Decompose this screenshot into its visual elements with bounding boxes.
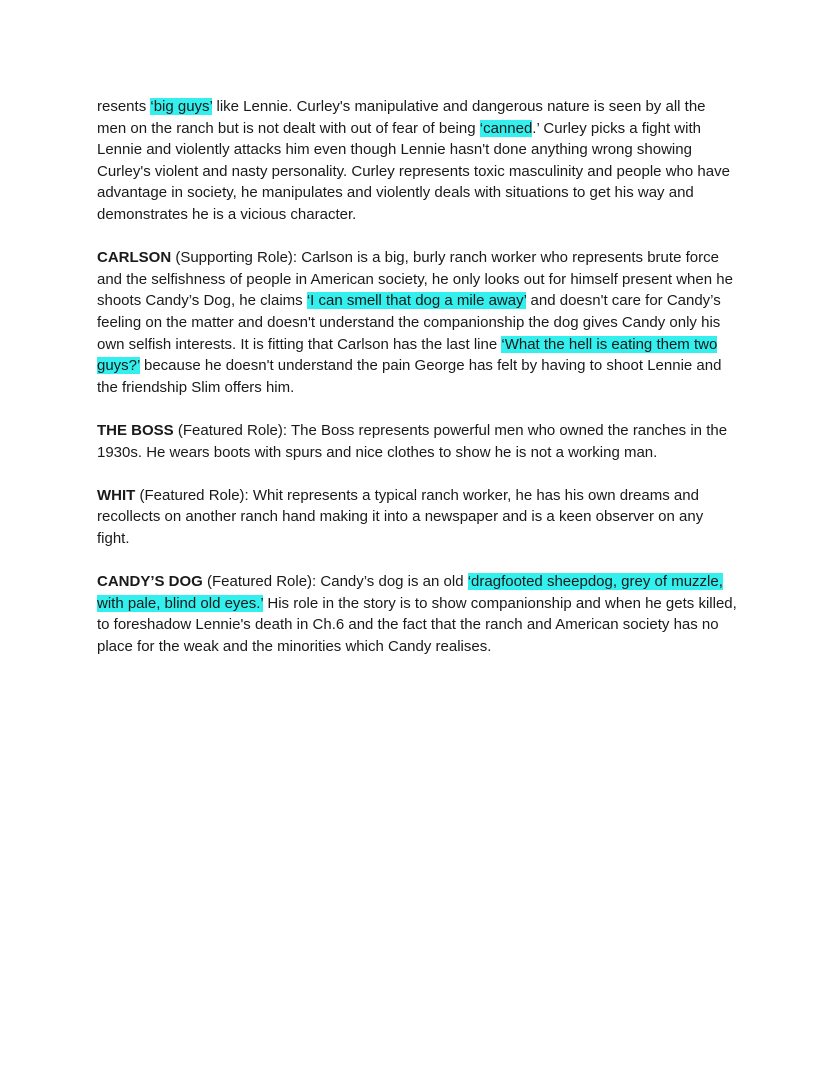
text-segment: (Featured Role): Candy’s dog is an old [202,573,468,591]
highlighted-quote: ‘big guys’ [150,98,213,115]
text-segment: (Featured Role): The Boss represents powerful men who owned the ranches in the 1930s. He wears boots with spurs and nice clothes to show he is not a working man. [97,421,728,461]
paragraph-whit [97,485,737,550]
text-segment: (Supporting Role): Carlson is a big, burly ranch worker who represents brute force and the selfishness of people in American society, he only looks out for himself present when he shoots Candy’s Dog, he claims [97,249,733,310]
role-name-heading: CARLSON [97,249,172,267]
role-name-heading: CANDY’S DOG [97,573,203,591]
highlighted-quote: ‘I can smell that dog a mile away’ [306,292,527,310]
text-segment: resents [97,98,151,115]
text-segment: His role in the story is to show companionship and when he gets killed, to foreshadow Lennie's death in Ch.6 and the fact that the ranch and American society has no place for the weak and the minorities which Candy realises. [97,594,737,655]
role-name-heading: THE BOSS [97,421,174,439]
text-segment: and doesn't care for Candy’s feeling on the matter and doesn't understand the companionship the dog gives Candy only his own selfish interests. It is fitting that Carlson has the last line [97,292,721,353]
text-segment: because he doesn't understand the pain George has felt by having to shoot Lennie and the friendship Slim offers him. [97,357,722,396]
highlighted-quote: ‘dragfooted sheepdog, grey of muzzle, with pale, blind old eyes.’ [97,573,723,612]
text-segment: like Lennie. Curley's manipulative and dangerous nature is seen by all the men on the ranch but is not dealt with out of fear of being [97,98,706,137]
paragraph-carlson [97,247,737,398]
paragraph-candys-dog [97,571,737,657]
text-segment: .’ Curley picks a fight with Lennie and violently attacks him even though Lennie hasn't done anything wrong showing Curley's violent and nasty personality. Curley represents toxic masculinity and people who have advantage in society, he manipulates and violently deals with situations to get his way and demonstrates he is a vicious character. [97,119,730,223]
document-body [97,96,737,679]
text-segment: (Featured Role): Whit represents a typical ranch worker, he has his own dreams and recollects on another ranch hand making it into a newspaper and is a keen observer on any fight. [97,486,704,547]
highlighted-quote: ‘What the hell is eating them two guys?’ [97,335,718,375]
paragraph-the-boss [97,420,737,463]
highlighted-quote: ‘canned [479,119,533,137]
paragraph-curley [97,96,737,226]
role-name-heading: WHIT [97,486,136,504]
